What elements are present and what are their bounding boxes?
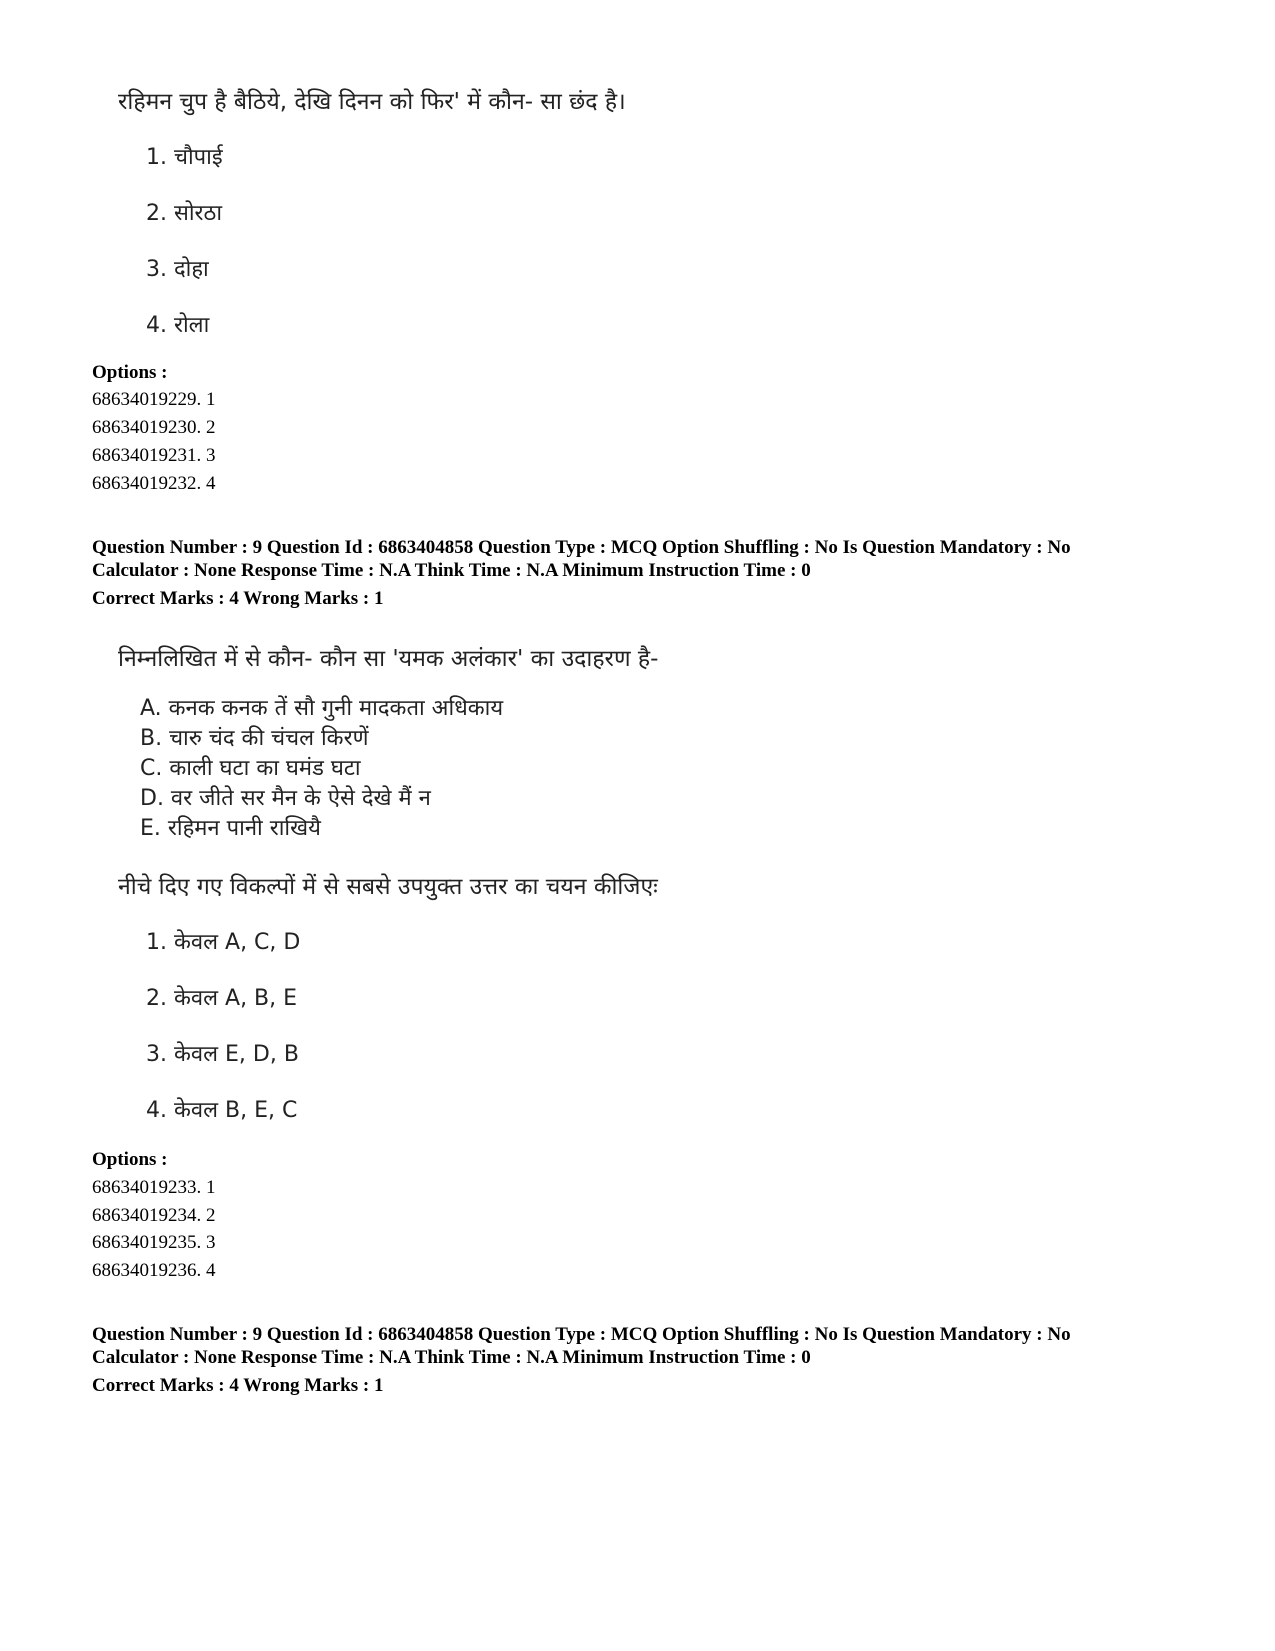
statement-item: B. चारु चंद की चंचल किरणें	[140, 726, 369, 751]
answer-choice: 3. केवल E, D, B	[146, 1042, 299, 1067]
question-meta-line2: Calculator : None Response Time : N.A Think Time : N.A Minimum Instruction Time : 0	[92, 560, 811, 581]
option-code: 68634019231. 3	[92, 445, 216, 466]
marks-line: Correct Marks : 4 Wrong Marks : 1	[92, 1375, 384, 1396]
question-meta-line1: Question Number : 9 Question Id : 6863404858 Question Type : MCQ Option Shuffling : No Is Question Mandatory : No	[92, 1324, 1071, 1345]
answer-choice: 3. दोहा	[146, 257, 209, 282]
option-code: 68634019233. 1	[92, 1177, 216, 1198]
statement-item: A. कनक कनक तें सौ गुनी मादकता अधिकाय	[140, 696, 504, 721]
statement-item: E. रहिमन पानी राखियै	[140, 816, 321, 841]
option-code: 68634019229. 1	[92, 389, 216, 410]
answer-choice: 4. रोला	[146, 313, 210, 338]
question-meta-line2: Calculator : None Response Time : N.A Think Time : N.A Minimum Instruction Time : 0	[92, 1347, 811, 1368]
instruction-text: नीचे दिए गए विकल्पों में से सबसे उपयुक्त उत्तर का चयन कीजिएः	[118, 874, 658, 900]
statement-item: D. वर जीते सर मैन के ऐसे देखे मैं न	[140, 786, 431, 811]
option-code: 68634019230. 2	[92, 417, 216, 438]
question-text: रहिमन चुप है बैठिये, देखि दिनन को फिर' में कौन- सा छंद है।	[118, 89, 626, 115]
option-code: 68634019234. 2	[92, 1205, 216, 1226]
options-label: Options :	[92, 362, 168, 383]
answer-choice: 4. केवल B, E, C	[146, 1098, 298, 1123]
option-code: 68634019232. 4	[92, 473, 216, 494]
answer-choice: 2. सोरठा	[146, 201, 223, 226]
marks-line: Correct Marks : 4 Wrong Marks : 1	[92, 588, 384, 609]
answer-choice: 1. चौपाई	[146, 145, 223, 170]
answer-choice: 2. केवल A, B, E	[146, 986, 298, 1011]
option-code: 68634019236. 4	[92, 1260, 216, 1281]
options-label: Options :	[92, 1149, 168, 1170]
statement-item: C. काली घटा का घमंड घटा	[140, 756, 361, 781]
option-code: 68634019235. 3	[92, 1232, 216, 1253]
answer-choice: 1. केवल A, C, D	[146, 930, 301, 955]
question-text: निम्नलिखित में से कौन- कौन सा 'यमक अलंकार' का उदाहरण है-	[118, 646, 659, 672]
question-meta-line1: Question Number : 9 Question Id : 6863404858 Question Type : MCQ Option Shuffling : No Is Question Mandatory : No	[92, 537, 1071, 558]
